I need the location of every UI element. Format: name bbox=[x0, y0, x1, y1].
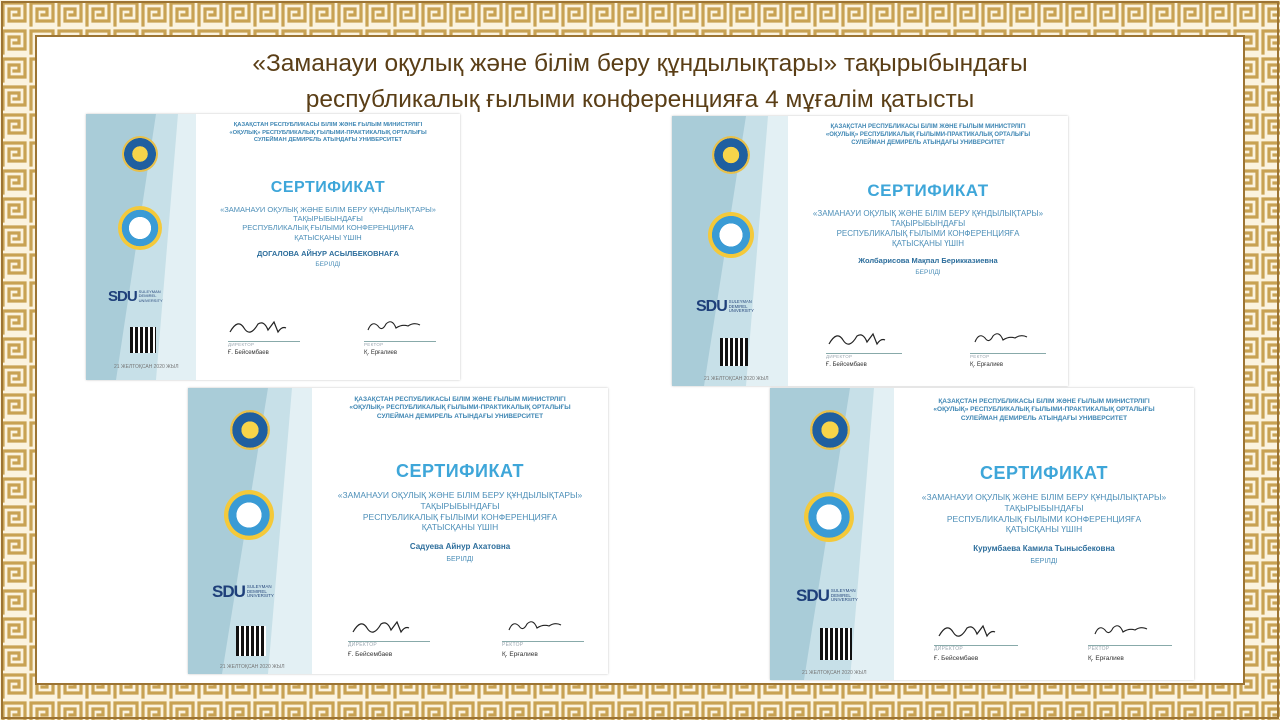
body-line-2: ТАҚЫРЫБЫНДАҒЫ bbox=[420, 500, 500, 511]
body-line-4: ҚАТЫСҚАНЫ ҮШІН bbox=[421, 522, 499, 533]
org-line-3: СУЛЕЙМАН ДЕМИРЕЛЬ АТЫНДАҒЫ УНИВЕРСИТЕТ bbox=[376, 412, 544, 420]
signature-icon bbox=[502, 616, 568, 636]
recipient-name: ДОГАЛОВА АЙНУР АСЫЛБЕКОВНАҒА bbox=[256, 249, 400, 259]
certificate-content bbox=[898, 392, 1190, 565]
signature-icon bbox=[364, 316, 424, 336]
rector-signature: РЕКТОР Қ. Ерғалиев bbox=[502, 616, 584, 658]
issued-label: БЕРІЛДІ bbox=[315, 261, 341, 269]
recipient-name: Садуева Айнур Ахатовна bbox=[409, 541, 511, 551]
certificate-content bbox=[316, 392, 604, 563]
sdu-logo: SDU SULEYMAN DEMIREL UNIVERSITY bbox=[696, 298, 754, 315]
signature-icon bbox=[1088, 620, 1154, 640]
signature-icon bbox=[970, 328, 1032, 348]
org-line-2: «ОҚУЛЫҚ» РЕСПУБЛИКАЛЫҚ ҒЫЛЫМИ-ПРАКТИКАЛЫҚ ОРТАЛЫҒЫ bbox=[825, 131, 1031, 138]
certificate-content bbox=[792, 120, 1064, 276]
certificate-title: СЕРТИФИКАТ bbox=[867, 181, 989, 201]
body-line-1: «ЗАМАНАУИ ОҚУЛЫҚ ЖӘНЕ БІЛІМ БЕРУ ҚҰНДЫЛЫҚТАРЫ» bbox=[812, 209, 1044, 219]
signature-icon bbox=[348, 616, 414, 636]
org-line-2: «ОҚУЛЫҚ» РЕСПУБЛИКАЛЫҚ ҒЫЛЫМИ-ПРАКТИКАЛЫҚ ОРТАЛЫҒЫ bbox=[349, 404, 571, 412]
certificate-title: СЕРТИФИКАТ bbox=[395, 461, 525, 482]
org-line-1: ҚАЗАҚСТАН РЕСПУБЛИКАСЫ БІЛІМ ЖӘНЕ ҒЫЛЫМ МИНИСТРЛІГІ bbox=[354, 396, 566, 403]
okulyk-center-emblem-icon bbox=[804, 492, 854, 542]
qr-code-icon bbox=[130, 327, 156, 353]
signature-icon bbox=[228, 316, 288, 336]
kazakhstan-emblem-icon bbox=[230, 410, 270, 450]
issued-label: БЕРІЛДІ bbox=[1030, 557, 1058, 565]
rector-signature: РЕКТОР Қ. Ерғалиев bbox=[364, 316, 436, 356]
heading-line-2: республикалық ғылыми конференцияға 4 мұғалім қатысты bbox=[305, 86, 975, 113]
recipient-name: Жолбарисова Мақпал Берикказиевна bbox=[858, 256, 998, 266]
body-line-2: ТАҚЫРЫБЫНДАҒЫ bbox=[890, 219, 966, 229]
kazakhstan-emblem-icon bbox=[712, 136, 750, 174]
sdu-logo: SDU SULEYMAN DEMIREL UNIVERSITY bbox=[796, 586, 858, 605]
certificate-content bbox=[200, 118, 456, 268]
certificate-title: СЕРТИФИКАТ bbox=[270, 178, 386, 196]
qr-code-icon bbox=[820, 628, 852, 660]
director-signature: ДИРЕКТОР Ғ. Бейсембаев bbox=[228, 316, 300, 356]
org-line-3: СУЛЕЙМАН ДЕМИРЕЛЬ АТЫНДАҒЫ УНИВЕРСИТЕТ bbox=[253, 137, 403, 144]
issued-label: БЕРІЛДІ bbox=[915, 269, 941, 277]
body-line-3: РЕСПУБЛИКАЛЫҚ ҒЫЛЫМИ КОНФЕРЕНЦИЯҒА bbox=[836, 229, 1020, 239]
org-line-1: ҚАЗАҚСТАН РЕСПУБЛИКАСЫ БІЛІМ ЖӘНЕ ҒЫЛЫМ МИНИСТРЛІГІ bbox=[938, 398, 1150, 405]
rector-signature: РЕКТОР Қ. Ерғалиев bbox=[970, 328, 1046, 368]
org-line-1: ҚАЗАҚСТАН РЕСПУБЛИКАСЫ БІЛІМ ЖӘНЕ ҒЫЛЫМ МИНИСТРЛІГІ bbox=[830, 124, 1026, 130]
okulyk-center-emblem-icon bbox=[118, 206, 162, 250]
issue-date: 21 ЖЕЛТОҚСАН 2020 ЖЫЛ bbox=[802, 670, 867, 676]
issued-label: БЕРІЛДІ bbox=[446, 555, 474, 563]
org-line-3: СУЛЕЙМАН ДЕМИРЕЛЬ АТЫНДАҒЫ УНИВЕРСИТЕТ bbox=[960, 414, 1128, 422]
body-line-4: ҚАТЫСҚАНЫ ҮШІН bbox=[1005, 524, 1083, 535]
body-line-3: РЕСПУБЛИКАЛЫҚ ҒЫЛЫМИ КОНФЕРЕНЦИЯҒА bbox=[946, 513, 1142, 524]
qr-code-icon bbox=[236, 626, 266, 656]
certificate-2 bbox=[672, 116, 1068, 386]
certificate-title: СЕРТИФИКАТ bbox=[979, 463, 1109, 484]
signature-icon bbox=[826, 328, 888, 348]
issue-date: 21 ЖЕЛТОҚСАН 2020 ЖЫЛ bbox=[220, 664, 285, 670]
body-line-4: ҚАТЫСҚАНЫ ҮШІН bbox=[892, 239, 964, 249]
rector-signature: РЕКТОР Қ. Ерғалиев bbox=[1088, 620, 1172, 662]
body-line-2: ТАҚЫРЫБЫНДАҒЫ bbox=[1004, 502, 1084, 513]
org-line-1: ҚАЗАҚСТАН РЕСПУБЛИКАСЫ БІЛІМ ЖӘНЕ ҒЫЛЫМ МИНИСТРЛІГІ bbox=[233, 122, 423, 128]
signature-icon bbox=[934, 620, 1000, 640]
org-line-2: «ОҚУЛЫҚ» РЕСПУБЛИКАЛЫҚ ҒЫЛЫМИ-ПРАКТИКАЛЫҚ ОРТАЛЫҒЫ bbox=[229, 129, 427, 136]
body-line-2: ТАҚЫРЫБЫНДАҒЫ bbox=[293, 213, 363, 223]
page-heading bbox=[140, 46, 1140, 118]
body-line-1: «ЗАМАНАУИ ОҚУЛЫҚ ЖӘНЕ БІЛІМ БЕРУ ҚҰНДЫЛЫҚТАРЫ» bbox=[220, 204, 436, 214]
body-line-3: РЕСПУБЛИКАЛЫҚ ҒЫЛЫМИ КОНФЕРЕНЦИЯҒА bbox=[242, 223, 414, 233]
heading-line-1: «Заманауи оқулық және білім беру құндылықтары» тақырыбындағы bbox=[252, 50, 1028, 77]
body-line-1: «ЗАМАНАУИ ОҚУЛЫҚ ЖӘНЕ БІЛІМ БЕРУ ҚҰНДЫЛЫҚТАРЫ» bbox=[337, 490, 583, 501]
body-line-4: ҚАТЫСҚАНЫ ҮШІН bbox=[294, 232, 362, 242]
okulyk-center-emblem-icon bbox=[224, 490, 274, 540]
qr-code-icon bbox=[720, 338, 748, 366]
certificate-1 bbox=[86, 114, 460, 380]
director-signature: ДИРЕКТОР Ғ. Бейсембаев bbox=[348, 616, 430, 658]
sdu-logo: SDU SULEYMAN DEMIREL UNIVERSITY bbox=[212, 582, 274, 601]
kazakhstan-emblem-icon bbox=[122, 136, 158, 172]
director-signature: ДИРЕКТОР Ғ. Бейсембаев bbox=[934, 620, 1018, 662]
issue-date: 21 ЖЕЛТОҚСАН 2020 ЖЫЛ bbox=[704, 376, 769, 382]
okulyk-center-emblem-icon bbox=[708, 212, 754, 258]
director-signature: ДИРЕКТОР Ғ. Бейсембаев bbox=[826, 328, 902, 368]
certificate-4 bbox=[770, 388, 1194, 680]
issue-date: 21 ЖЕЛТОҚСАН 2020 ЖЫЛ bbox=[114, 364, 179, 370]
body-line-1: «ЗАМАНАУИ ОҚУЛЫҚ ЖӘНЕ БІЛІМ БЕРУ ҚҰНДЫЛЫҚТАРЫ» bbox=[921, 492, 1167, 503]
org-line-2: «ОҚУЛЫҚ» РЕСПУБЛИКАЛЫҚ ҒЫЛЫМИ-ПРАКТИКАЛЫҚ ОРТАЛЫҒЫ bbox=[933, 406, 1155, 414]
certificate-3 bbox=[188, 388, 608, 674]
kazakhstan-emblem-icon bbox=[810, 410, 850, 450]
org-line-3: СУЛЕЙМАН ДЕМИРЕЛЬ АТЫНДАҒЫ УНИВЕРСИТЕТ bbox=[851, 139, 1005, 146]
recipient-name: Курумбаева Камила Тынысбековна bbox=[973, 543, 1115, 553]
sdu-logo: SDU SULEYMAN DEMIREL UNIVERSITY bbox=[108, 288, 163, 305]
body-line-3: РЕСПУБЛИКАЛЫҚ ҒЫЛЫМИ КОНФЕРЕНЦИЯҒА bbox=[362, 511, 558, 522]
